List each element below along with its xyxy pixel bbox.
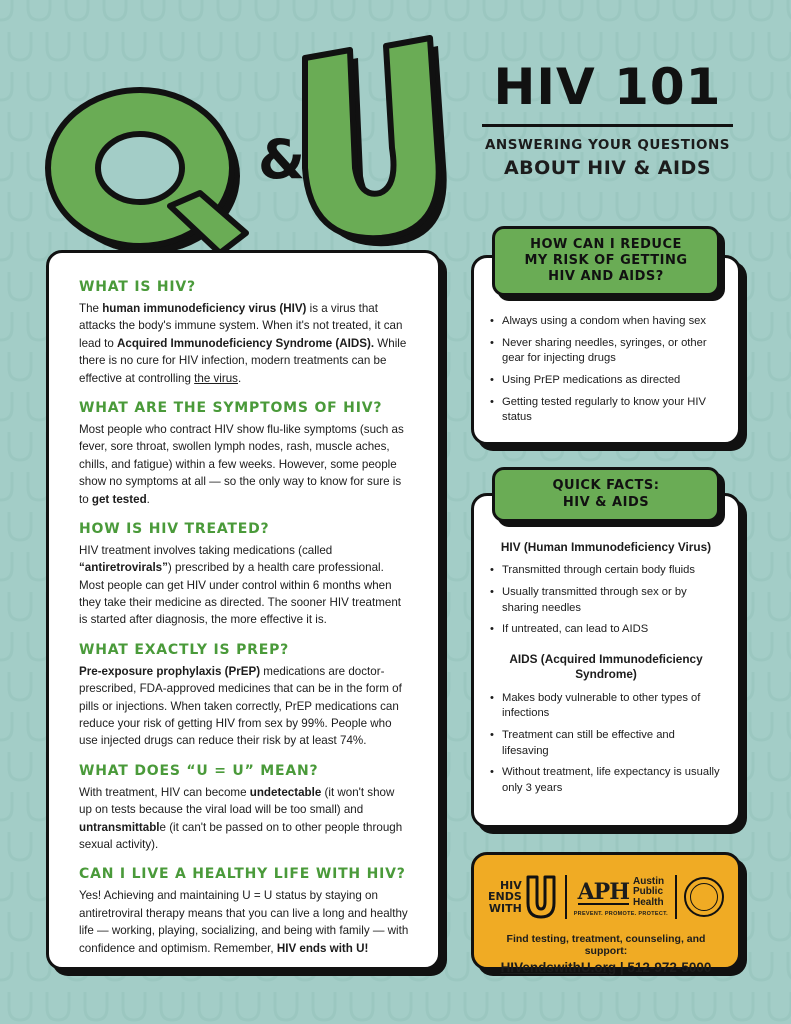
section-symptoms: [79, 400, 410, 508]
aids-facts-list: [490, 691, 722, 797]
section-u-equals-u: [79, 763, 410, 854]
section-heading: WHAT DOES “U = U” MEAN?: [79, 762, 319, 779]
quick-facts-heading: QUICK FACTS: HIV & AIDS: [492, 467, 720, 522]
section-body: With treatment, HIV can become undetectable (it won't show up on tests because the viral load will be too small) and untransmittable (it can't be passed on to other people through sexual activity).: [79, 785, 403, 851]
list-item: • Without treatment, life expectancy is usually only 3 years: [490, 765, 722, 796]
title-subtitle-1: ANSWERING YOUR QUESTIONS: [484, 137, 731, 153]
section-body: HIV treatment involves taking medications (called “antiretrovirals”) prescribed by a health care professional. Most people can get HIV under control within 6 months when they take their medicine as directed. The sooner HIV treatment is started after diagnosis, the more effective it is.: [79, 543, 401, 627]
hiv-ends-with-u-logo: HIV ENDS WITH: [488, 875, 558, 919]
reduce-risk-heading: HOW CAN I REDUCE MY RISK OF GETTING HIV AND AIDS?: [492, 226, 720, 296]
section-what-is-hiv: [79, 279, 410, 387]
section-heading: WHAT EXACTLY IS PREP?: [79, 641, 290, 658]
logo-ampersand: &: [258, 128, 306, 191]
logo-divider: [675, 875, 677, 919]
title-divider: [482, 124, 733, 127]
section-prep: [79, 642, 410, 750]
hiv-facts-list: [490, 563, 722, 638]
page-title: HIV 101: [493, 58, 722, 116]
list-item: • Never sharing needles, syringes, or other gear for injecting drugs: [490, 336, 722, 367]
qu-logo: [20, 28, 460, 268]
footer-contact: HIVendswithU.org | 512-972-5000: [500, 960, 712, 975]
section-heading: WHAT ARE THE SYMPTOMS OF HIV?: [79, 399, 383, 416]
the-virus-link[interactable]: the virus: [194, 371, 238, 385]
footer-cta: Find testing, treatment, counseling, and support:: [506, 933, 706, 957]
section-body: Most people who contract HIV show flu-like symptoms (such as fever, sore throat, swollen lymph nodes, rash, muscle aches, chills, and fatigue) within a few weeks. However, some people show no symptoms at all — so the only way to know for sure is to get tested.: [79, 422, 404, 506]
austin-public-health-logo: APH Austin Public Health PREVENT. PROMOTE. PROTECT.: [573, 875, 669, 918]
list-item: • Usually transmitted through sex or by sharing needles: [490, 585, 722, 616]
aids-subheading: AIDS (Acquired Immunodeficiency Syndrome): [509, 652, 703, 682]
title-block: [480, 58, 735, 179]
website-link[interactable]: HIVendswithU.org: [500, 960, 617, 975]
section-body: Yes! Achieving and maintaining U = U status by staying on antiretroviral therapy means that you can live a long and healthy life — working, playing, socializing, and being with family — with confidence and optimism. Remember, HIV ends with U!: [79, 889, 409, 955]
quick-facts-card: [471, 493, 741, 828]
section-body: The human immunodeficiency virus (HIV) is a virus that attacks the body's immune system. When it's not treated, it can lead to Acquired Immunodeficiency Syndrome (AIDS). While there is no cure for HIV infection, modern treatments can be effective at controlling the virus.: [79, 302, 407, 385]
section-healthy-life: [79, 866, 410, 957]
section-heading: CAN I LIVE A HEALTHY LIFE WITH HIV?: [79, 866, 406, 883]
section-heading: HOW IS HIV TREATED?: [79, 520, 270, 537]
list-item: • Treatment can still be effective and lifesaving: [490, 728, 722, 759]
phone-number[interactable]: 512-972-5000: [627, 960, 712, 975]
partner-logos: [484, 867, 728, 927]
list-item: • Transmitted through certain body fluids: [490, 563, 722, 579]
section-heading: WHAT IS HIV?: [79, 279, 196, 295]
list-item: • Always using a condom when having sex: [490, 314, 722, 330]
list-item: • Using PrEP medications as directed: [490, 373, 722, 389]
list-item: • Makes body vulnerable to other types of infections: [490, 691, 722, 722]
section-body: Pre-exposure prophylaxis (PrEP) medications are doctor-prescribed, FDA-approved medicines that can be in the form of pills or injections. When taken correctly, PrEP medications can reduce your risk of getting HIV from sex by 99%. People who use injected drugs can reduce their risk by at least 74%.: [79, 664, 402, 748]
list-item: • Getting tested regularly to know your HIV status: [490, 395, 722, 426]
contact-footer: [471, 852, 741, 975]
faq-card: [46, 250, 441, 970]
reduce-risk-list: [490, 314, 722, 426]
section-treatment: [79, 521, 410, 629]
hiv-subheading: HIV (Human Immunodeficiency Virus): [500, 540, 712, 554]
city-seal-icon: [684, 877, 724, 917]
hiv-logo-u-icon: [524, 875, 558, 919]
list-item: • If untreated, can lead to AIDS: [490, 622, 722, 638]
logo-divider: [565, 875, 567, 919]
title-subtitle-2: ABOUT HIV & AIDS: [503, 157, 712, 179]
